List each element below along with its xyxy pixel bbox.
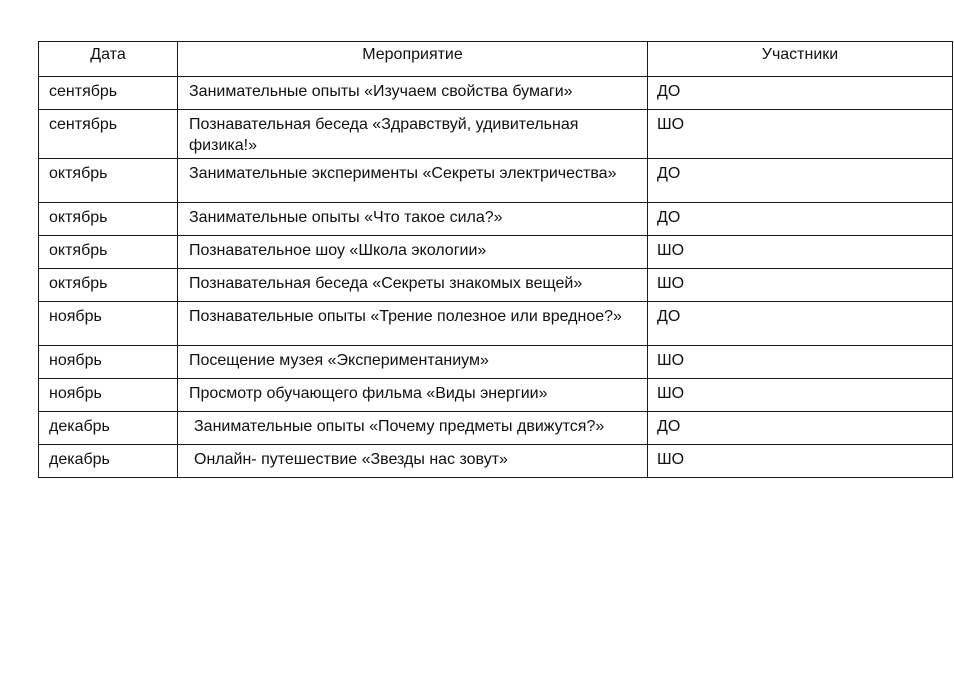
table-row [39,159,953,203]
table-body [39,77,953,478]
cell-participants: ШО [648,346,953,379]
header-participants: Участники [648,42,953,77]
cell-participants: ШО [648,379,953,412]
table-row [39,203,953,236]
cell-participants: ШО [648,445,953,478]
cell-event: Просмотр обучающего фильма «Виды энергии» [178,379,648,412]
header-date: Дата [39,42,178,77]
cell-date: декабрь [39,445,178,478]
header-row [39,42,953,77]
cell-event: Познавательная беседа «Секреты знакомых вещей» [178,269,648,302]
cell-date: ноябрь [39,379,178,412]
header-event: Мероприятие [178,42,648,77]
cell-date: сентябрь [39,110,178,159]
cell-participants: ДО [648,412,953,445]
cell-date: ноябрь [39,302,178,346]
cell-date: декабрь [39,412,178,445]
cell-event: Познавательная беседа «Здравствуй, удивительная физика!» [178,110,648,159]
cell-participants: ДО [648,159,953,203]
cell-event: Занимательные опыты «Почему предметы движутся?» [178,412,648,445]
table-row [39,110,953,159]
table-row [39,379,953,412]
cell-date: октябрь [39,269,178,302]
table-row [39,302,953,346]
table-row [39,445,953,478]
cell-participants: ДО [648,302,953,346]
table-header [39,42,953,77]
cell-participants: ШО [648,269,953,302]
cell-date: октябрь [39,159,178,203]
cell-participants: ШО [648,236,953,269]
cell-date: сентябрь [39,77,178,110]
table-row [39,77,953,110]
cell-event: Занимательные опыты «Что такое сила?» [178,203,648,236]
table-row [39,412,953,445]
cell-event: Посещение музея «Экспериментаниум» [178,346,648,379]
cell-date: октябрь [39,203,178,236]
cell-event: Познавательные опыты «Трение полезное или вредное?» [178,302,648,346]
cell-date: ноябрь [39,346,178,379]
table-row [39,236,953,269]
cell-event: Познавательное шоу «Школа экологии» [178,236,648,269]
cell-participants: ДО [648,77,953,110]
cell-participants: ДО [648,203,953,236]
schedule-table [38,41,953,478]
cell-participants: ШО [648,110,953,159]
table-row [39,269,953,302]
cell-date: октябрь [39,236,178,269]
cell-event: Занимательные опыты «Изучаем свойства бумаги» [178,77,648,110]
cell-event: Занимательные эксперименты «Секреты электричества» [178,159,648,203]
cell-event: Онлайн- путешествие «Звезды нас зовут» [178,445,648,478]
table-row [39,346,953,379]
